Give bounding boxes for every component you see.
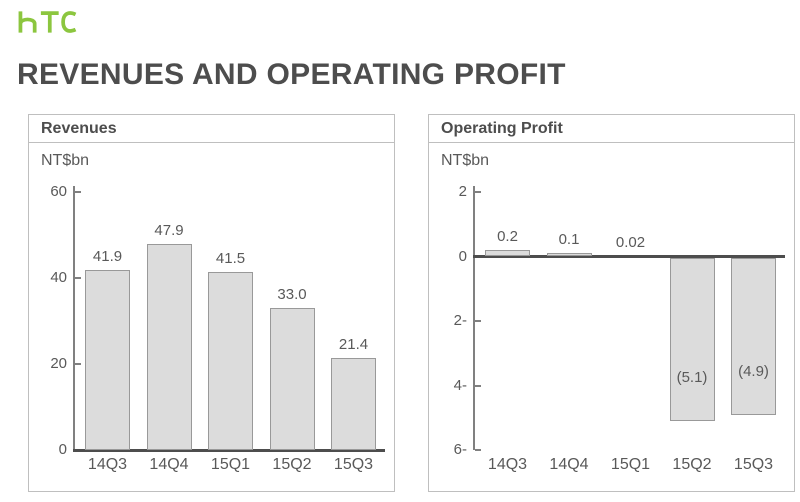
y-tick-label: 6-: [453, 441, 467, 458]
y-tick-label: 0: [458, 247, 467, 265]
bar: [670, 258, 715, 421]
y-tick-label: 4-: [453, 376, 467, 394]
x-category-label: 14Q4: [549, 456, 589, 473]
revenues-panel: [28, 114, 395, 492]
bar-value-label: 0.2: [497, 228, 518, 246]
y-tick-mark: [475, 449, 481, 451]
y-tick-mark: [75, 277, 81, 279]
y-tick-label: 2-: [453, 312, 467, 329]
bar: [331, 358, 376, 450]
bar-value-label: 33.0: [277, 286, 307, 304]
operating-profit-chart: [441, 182, 785, 458]
bar-value-label: 0.1: [558, 231, 580, 249]
bar: [485, 250, 530, 256]
bar: [270, 308, 315, 450]
y-tick-label: 2: [458, 183, 467, 200]
x-category-label: 14Q3: [487, 456, 528, 473]
bar: [85, 270, 130, 450]
y-tick-label: 60: [50, 183, 67, 200]
y-axis-line: [473, 186, 475, 450]
y-tick-label: 0: [58, 441, 67, 458]
revenues-panel-title: Revenues: [29, 115, 394, 143]
y-tick-label: 20: [50, 355, 67, 372]
revenues-chart: [41, 182, 385, 458]
bar-value-label: (5.1): [676, 368, 708, 386]
bar-value-label: 47.9: [154, 222, 184, 240]
x-category-label: 15Q1: [610, 456, 651, 473]
bar-value-label: 41.9: [92, 247, 123, 265]
operating-profit-x-axis-labels: [441, 456, 794, 478]
x-category-label: 14Q3: [87, 456, 128, 473]
y-tick-mark: [75, 363, 81, 365]
operating-profit-panel-title: Operating Profit: [429, 115, 794, 143]
x-category-label: 15Q3: [733, 456, 774, 473]
bar: [731, 258, 776, 415]
x-category-label: 15Q2: [272, 456, 312, 473]
bar-value-label: (4.9): [738, 362, 769, 380]
x-category-label: 15Q1: [210, 456, 251, 473]
x-category-label: 15Q3: [333, 456, 374, 473]
htc-logo: [16, 8, 80, 36]
logo-letter-h: [20, 11, 34, 32]
operating-profit-unit-label: NT$bn: [441, 152, 490, 169]
x-category-label: 14Q4: [149, 456, 189, 473]
logo-letter-c: [63, 13, 75, 31]
bar: [147, 244, 192, 450]
bar: [547, 253, 592, 256]
bar: [208, 272, 253, 450]
x-category-label: 15Q2: [672, 456, 712, 473]
logo-letter-t: [41, 13, 59, 33]
y-tick-mark: [75, 191, 81, 193]
revenues-unit-label: NT$bn: [41, 152, 90, 169]
operating-profit-panel: [428, 114, 795, 492]
y-tick-mark: [475, 191, 481, 193]
page-title: REVENUES AND OPERATING PROFIT: [17, 58, 566, 91]
bar-value-label: 21.4: [338, 335, 369, 353]
y-tick-label: 40: [50, 269, 67, 286]
y-tick-mark: [475, 385, 481, 387]
y-axis-line: [73, 186, 75, 450]
revenues-x-axis-labels: [41, 456, 394, 478]
bar-value-label: 0.02: [615, 233, 646, 251]
bar-value-label: 41.5: [215, 249, 246, 267]
y-tick-mark: [475, 320, 481, 322]
